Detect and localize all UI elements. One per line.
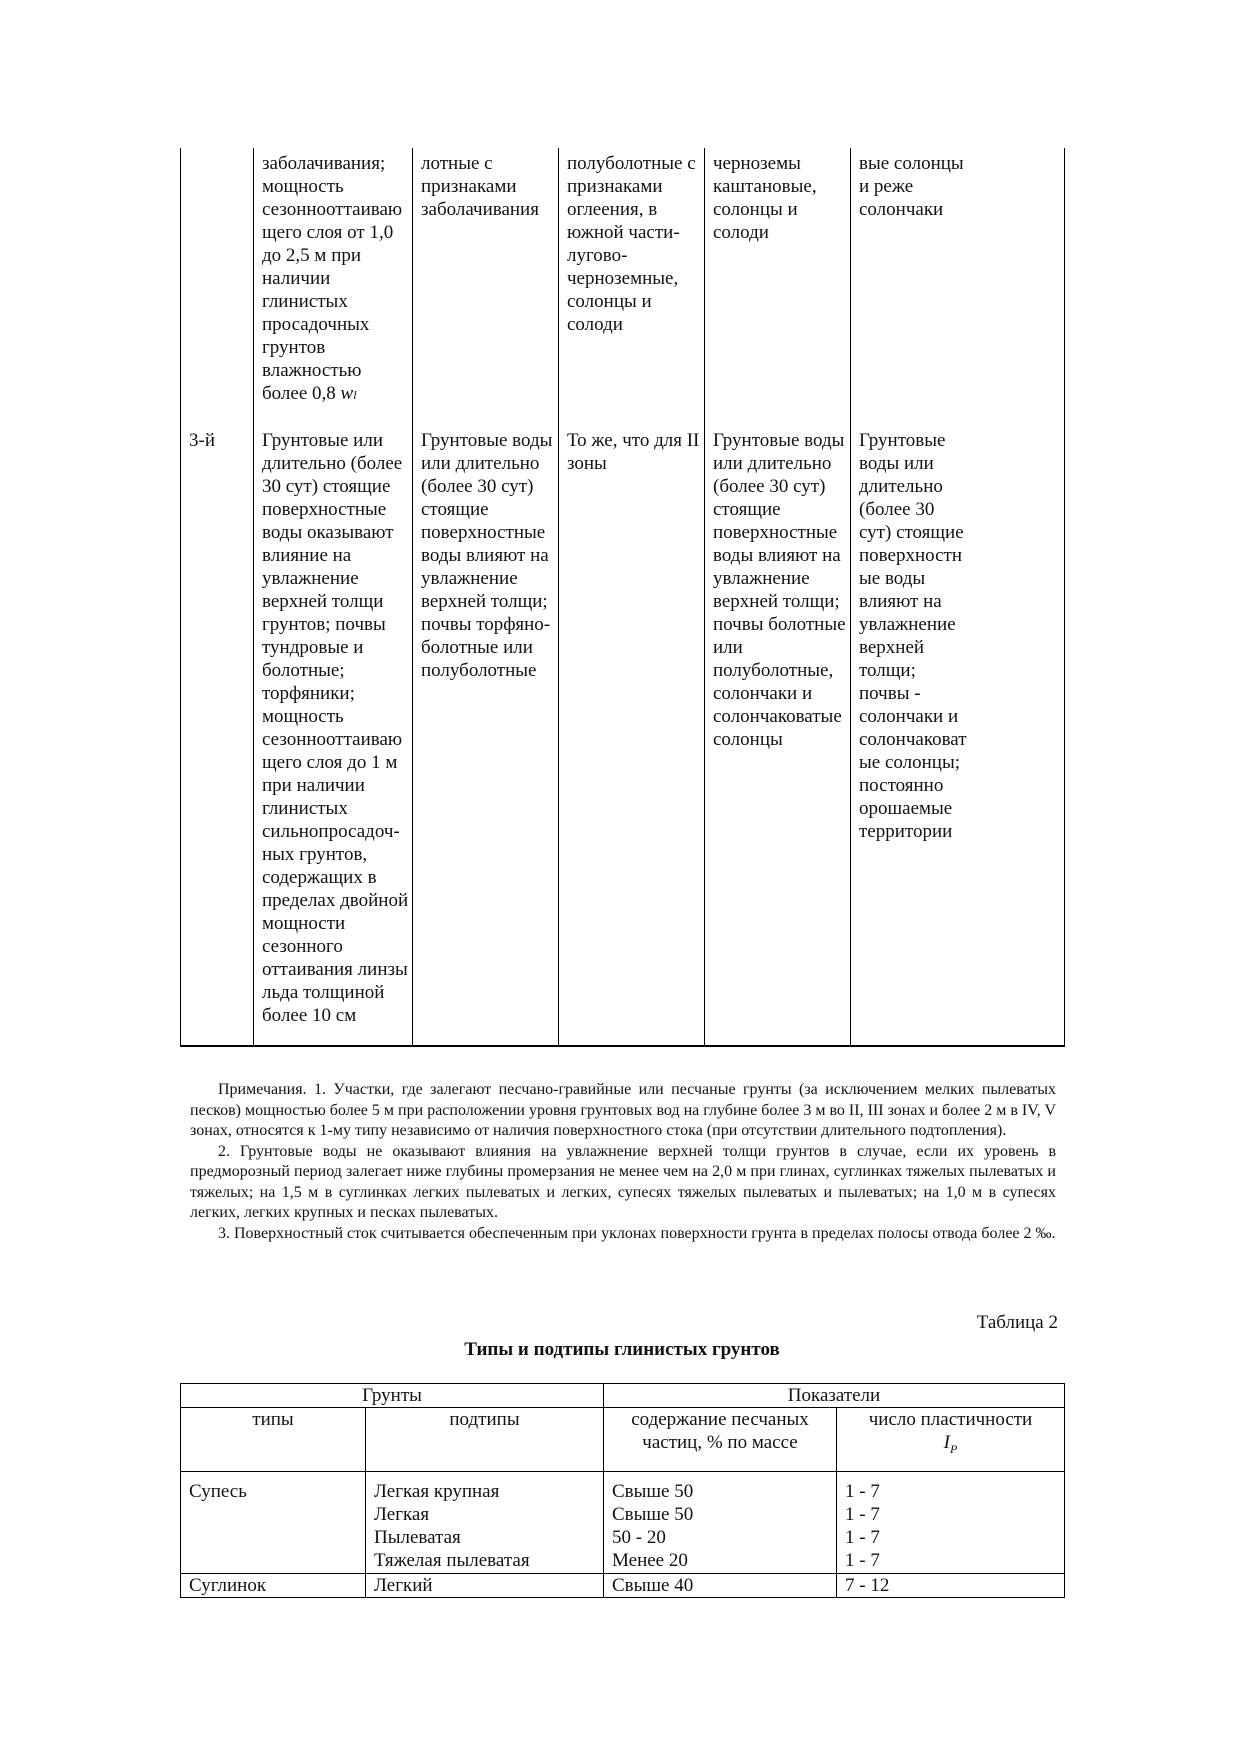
cell-line: грунтов — [262, 337, 326, 358]
cell-line: сут) стоящие — [859, 522, 964, 543]
cell-line: признаками — [421, 176, 517, 197]
type4-cell — [705, 148, 851, 425]
cell-line: воды влияют на — [713, 545, 841, 566]
cell-line: длительно (более — [262, 453, 403, 474]
header-row — [181, 1408, 1065, 1472]
cell-line: поверхностные — [262, 499, 387, 520]
type2-cell — [413, 148, 559, 425]
zone-cell: 3-й — [181, 425, 254, 1046]
cell-line: верхней толщи; — [713, 591, 840, 612]
cell-line: солончаки и — [713, 683, 813, 704]
cell-line: до 2,5 м при — [262, 245, 362, 266]
cell-line: оттаивания линзы — [262, 959, 408, 980]
cell-line: 1 - 7 — [845, 1550, 880, 1571]
cell-line: сезонного — [262, 936, 343, 957]
type5-cell — [851, 425, 1065, 1046]
cell-line: лотные с — [421, 153, 493, 174]
header-soils: Грунты — [181, 1384, 604, 1408]
table-notes — [190, 1080, 1056, 1244]
cell-line: верхней — [859, 637, 925, 658]
cell-line: увлажнение — [713, 568, 810, 589]
cell-line: верхней толщи — [262, 591, 384, 612]
cell-line: содержащих в — [262, 867, 377, 888]
cell-line: глинистых — [262, 798, 348, 819]
cell-line: солончаки — [859, 199, 944, 220]
table-row — [181, 148, 1065, 425]
cell-line: солоди — [567, 314, 623, 335]
cell-line: более 10 см — [262, 1005, 357, 1026]
table-title: Типы и подтипы глинистых грунтов — [464, 1339, 780, 1360]
cell-line: просадочных — [262, 314, 370, 335]
cell-line: или — [713, 637, 743, 658]
cell-line: тундровые и — [262, 637, 364, 658]
cell-line: лугово- — [567, 245, 628, 266]
cell-line: Легкая крупная — [374, 1481, 500, 1502]
cell-line: вые солонцы — [859, 153, 964, 174]
cell-line: поверхностные — [713, 522, 838, 543]
header-line: частиц, % по массе — [642, 1432, 798, 1453]
cell-line: 1 - 7 — [845, 1527, 880, 1548]
cell-line: признаками — [567, 176, 663, 197]
cell-line: при наличии — [262, 775, 365, 796]
header-plasticity — [837, 1408, 1065, 1472]
cell-line: щего слоя от 1,0 — [262, 222, 394, 243]
cell-line: стоящие — [713, 499, 781, 520]
cell-line: оглеения, в — [567, 199, 658, 220]
note-3: 3. Поверхностный сток считывается обеспеченным при уклонах поверхности грунта в пределах полосы отвода более 2 ‰. — [218, 1224, 1056, 1242]
plasticity-cell: 7 - 12 — [837, 1574, 1065, 1598]
note-1: Примечания. 1. Участки, где залегают песчано-гравийные или песчаные грунты (за исключением мелких пылеватых песков) мощностью более 5 м при расположении уровня грунтовых вод на глубине более 3 м во II, III зонах и более 2 м в IV, V зонах, относятся к 1-му типу независимо от наличия поверхностного стока (при отсутствии длительного подтопления). — [190, 1081, 1056, 1139]
cell-line: полуболотные — [421, 660, 537, 681]
cell-line: Пылеватая — [374, 1527, 461, 1548]
cell-line: мощность — [262, 706, 344, 727]
sand-cell: Свыше 40 — [604, 1574, 837, 1598]
cell-line: почвы болотные — [713, 614, 846, 635]
cell-line: Менее 20 — [612, 1550, 688, 1571]
plasticity-symbol-letter: I — [943, 1432, 950, 1453]
cell-line: Грунтовые воды — [713, 430, 845, 451]
cell-line: постоянно — [859, 775, 944, 796]
header-sand-content — [604, 1408, 837, 1472]
cell-line: солончаковатые — [713, 706, 842, 727]
cell-line: Грунтовые воды — [421, 430, 553, 451]
header-line: число пластичности — [868, 1409, 1033, 1430]
type4-cell — [705, 425, 851, 1046]
cell-line: и реже — [859, 176, 914, 197]
cell-line: влияют на — [859, 591, 942, 612]
header-subtypes: подтипы — [366, 1408, 604, 1472]
moisture-symbol: w — [340, 383, 354, 404]
subtype-cell — [366, 1472, 604, 1574]
cell-line: территории — [859, 821, 953, 842]
cell-line: почвы - — [859, 683, 921, 704]
type3-cell — [559, 148, 705, 425]
cell-line: стоящие — [421, 499, 489, 520]
cell-line: болотные; — [262, 660, 345, 681]
cell-line: (более 30 — [859, 499, 935, 520]
cell-line: (более 30 сут) — [421, 476, 534, 497]
cell-line: солончаковат — [859, 729, 967, 750]
cell-line: мощность — [262, 176, 344, 197]
header-indicators: Показатели — [604, 1384, 1065, 1408]
cell-line: ые солонцы; — [859, 752, 960, 773]
cell-line: влажностью — [262, 360, 362, 381]
cell-line: черноземные, — [567, 268, 679, 289]
cell-line: Грунтовые — [859, 430, 946, 451]
type1-cell — [254, 425, 413, 1046]
cell-line: торфяники; — [262, 683, 355, 704]
cell-line: увлажнение — [421, 568, 518, 589]
cell-line: Тяжелая пылеватая — [374, 1550, 530, 1571]
header-row — [181, 1384, 1065, 1408]
cell-line: поверхностн — [859, 545, 963, 566]
cell-line: (более 30 сут) — [713, 476, 826, 497]
cell-line: каштановые, — [713, 176, 817, 197]
cell-line: щего слоя до 1 м — [262, 752, 398, 773]
cell-line: льда толщиной — [262, 982, 385, 1003]
cell-line: полуболотные, — [713, 660, 834, 681]
cell-line: южной части- — [567, 222, 680, 243]
cell-line: наличии — [262, 268, 331, 289]
cell-line: Свыше 50 — [612, 1481, 694, 1502]
cell-line: длительно — [859, 476, 943, 497]
cell-line: воды оказывают — [262, 522, 394, 543]
header-line: содержание песчаных — [631, 1409, 809, 1430]
cell-line: поверхностные — [421, 522, 546, 543]
cell-line: болотные или — [421, 637, 533, 658]
sand-cell — [604, 1472, 837, 1574]
soil-zone-table — [180, 148, 1065, 1047]
moisture-symbol-sub: l — [353, 388, 357, 402]
table-row — [181, 425, 1065, 1046]
cell-line: заболачивания; — [262, 153, 386, 174]
cell-line: 1 - 7 — [845, 1504, 880, 1525]
clay-soil-types-table — [180, 1383, 1065, 1598]
cell-line: 50 - 20 — [612, 1527, 666, 1548]
cell-line: или длительно — [421, 453, 540, 474]
cell-line: Грунтовые или — [262, 430, 383, 451]
cell-text: более 0,8 — [262, 383, 336, 404]
cell-line: мощности — [262, 913, 346, 934]
cell-line: влияние на — [262, 545, 352, 566]
cell-line: солонцы — [713, 729, 783, 750]
type1-cell — [254, 148, 413, 425]
cell-line: воды или — [859, 453, 934, 474]
type2-cell — [413, 425, 559, 1046]
cell-line: солоди — [713, 222, 769, 243]
table-row — [181, 1472, 1065, 1574]
cell-line: верхней толщи; — [421, 591, 548, 612]
note-2: 2. Грунтовые воды не оказывают влияния на увлажнение верхней толщи грунтов в случае, если их уровень в предморозный период залегает ниже глубины промерзания не менее чем на 2,0 м при глинах, суглинках тяжелых пылеватых и тяжелых; на 1,5 м в суглинках легких пылеватых и легких, супесях тяжелых пылеватых и пылеватых; на 1,0 м в супесях легких, легких крупных и песках пылеватых. — [190, 1142, 1056, 1221]
cell-line: То же, что для II — [567, 430, 700, 451]
cell-line: сезоннооттаиваю — [262, 729, 403, 750]
type-cell: Суглинок — [181, 1574, 366, 1598]
cell-line: ных грунтов, — [262, 844, 368, 865]
cell-line: зоны — [567, 453, 607, 474]
cell-line: ые воды — [859, 568, 926, 589]
table-caption: Таблица 2 — [976, 1312, 1058, 1333]
zone-cell — [181, 148, 254, 425]
cell-line: Легкая — [374, 1504, 430, 1525]
table-row — [181, 1574, 1065, 1598]
cell-line: толщи; — [859, 660, 916, 681]
cell-line: заболачивания — [421, 199, 539, 220]
cell-line: солонцы и — [567, 291, 652, 312]
cell-line: 30 сут) стоящие — [262, 476, 391, 497]
header-types: типы — [181, 1408, 366, 1472]
plasticity-cell — [837, 1472, 1065, 1574]
type-cell: Супесь — [181, 1472, 366, 1574]
cell-line: черноземы — [713, 153, 801, 174]
type5-cell — [851, 148, 1065, 425]
cell-line: пределах двойной — [262, 890, 409, 911]
cell-line: увлажнение — [262, 568, 359, 589]
cell-line: Свыше 50 — [612, 1504, 694, 1525]
cell-line: 1 - 7 — [845, 1481, 880, 1502]
cell-line: почвы торфяно- — [421, 614, 551, 635]
cell-line: сильнопросадоч- — [262, 821, 400, 842]
cell-line: полуболотные с — [567, 153, 696, 174]
cell-line: грунтов; почвы — [262, 614, 386, 635]
cell-line: или длительно — [713, 453, 832, 474]
cell-line: орошаемые — [859, 798, 953, 819]
cell-line: сезоннооттаиваю — [262, 199, 403, 220]
plasticity-symbol — [841, 1431, 1060, 1461]
cell-line: солонцы и — [713, 199, 798, 220]
cell-line — [262, 382, 405, 407]
cell-line: воды влияют на — [421, 545, 549, 566]
cell-line: глинистых — [262, 291, 348, 312]
cell-line: увлажнение — [859, 614, 956, 635]
type3-cell — [559, 425, 705, 1046]
plasticity-symbol-sub: P — [949, 1441, 958, 1456]
subtype-cell: Легкий — [366, 1574, 604, 1598]
cell-line: солончаки и — [859, 706, 959, 727]
